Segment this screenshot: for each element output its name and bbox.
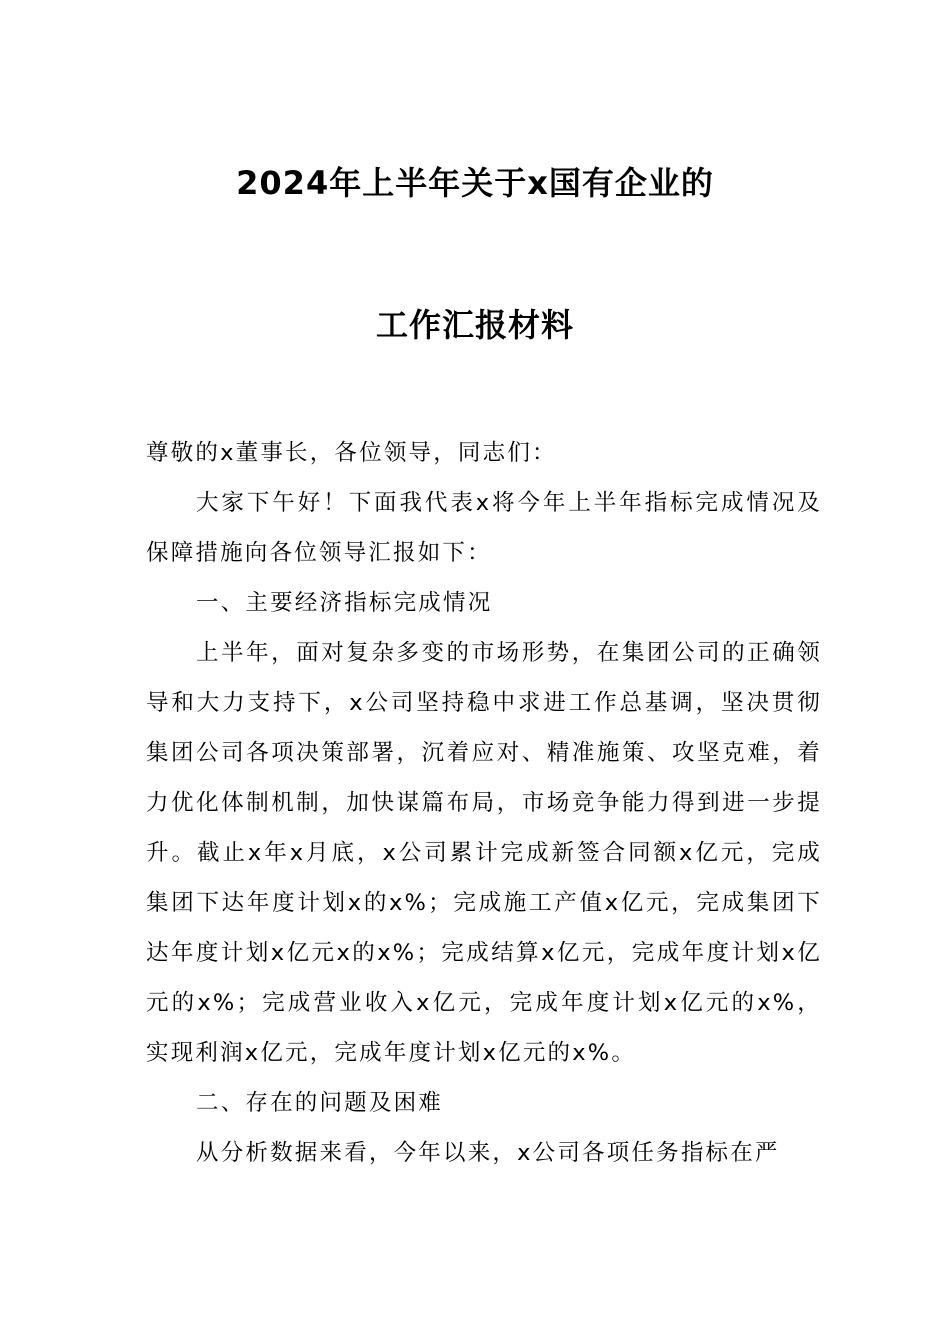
salutation-paragraph: 尊敬的x董事长，各位领导，同志们：	[146, 440, 557, 466]
section-heading-1: 一、主要经济指标完成情况	[196, 590, 493, 616]
document-title-line-2: 工作汇报材料	[375, 306, 574, 344]
section-heading-2: 二、存在的问题及困难	[196, 1090, 444, 1116]
document-title-line-1: 2024年上半年关于x国有企业的	[236, 164, 714, 202]
opening-paragraph: 大家下午好！下面我代表x将今年上半年指标完成情况及保障措施向各位领导汇报如下：	[146, 490, 822, 566]
indicators-paragraph: 上半年，面对复杂多变的市场形势，在集团公司的正确领导和大力支持下，x公司坚持稳中求进工作总基调，坚决贯彻集团公司各项决策部署，沉着应对、精准施策、攻坚克难，着力优化体制机制，加快谋篇布局，市场竞争能力得到进一步提升。截止x年x月底，x公司累计完成新签合同额x亿元，完成集团下达年度计划x的x%；完成施工产值x亿元，完成集团下达年度计划x亿元x的x%；完成结算x亿元，完成年度计划x亿元的x%；完成营业收入x亿元，完成年度计划x亿元的x%，实现利润x亿元，完成年度计划x亿元的x%。	[146, 640, 822, 1066]
problems-paragraph: 从分析数据来看，今年以来，x公司各项任务指标在严	[196, 1140, 780, 1166]
document-body	[146, 428, 822, 1178]
